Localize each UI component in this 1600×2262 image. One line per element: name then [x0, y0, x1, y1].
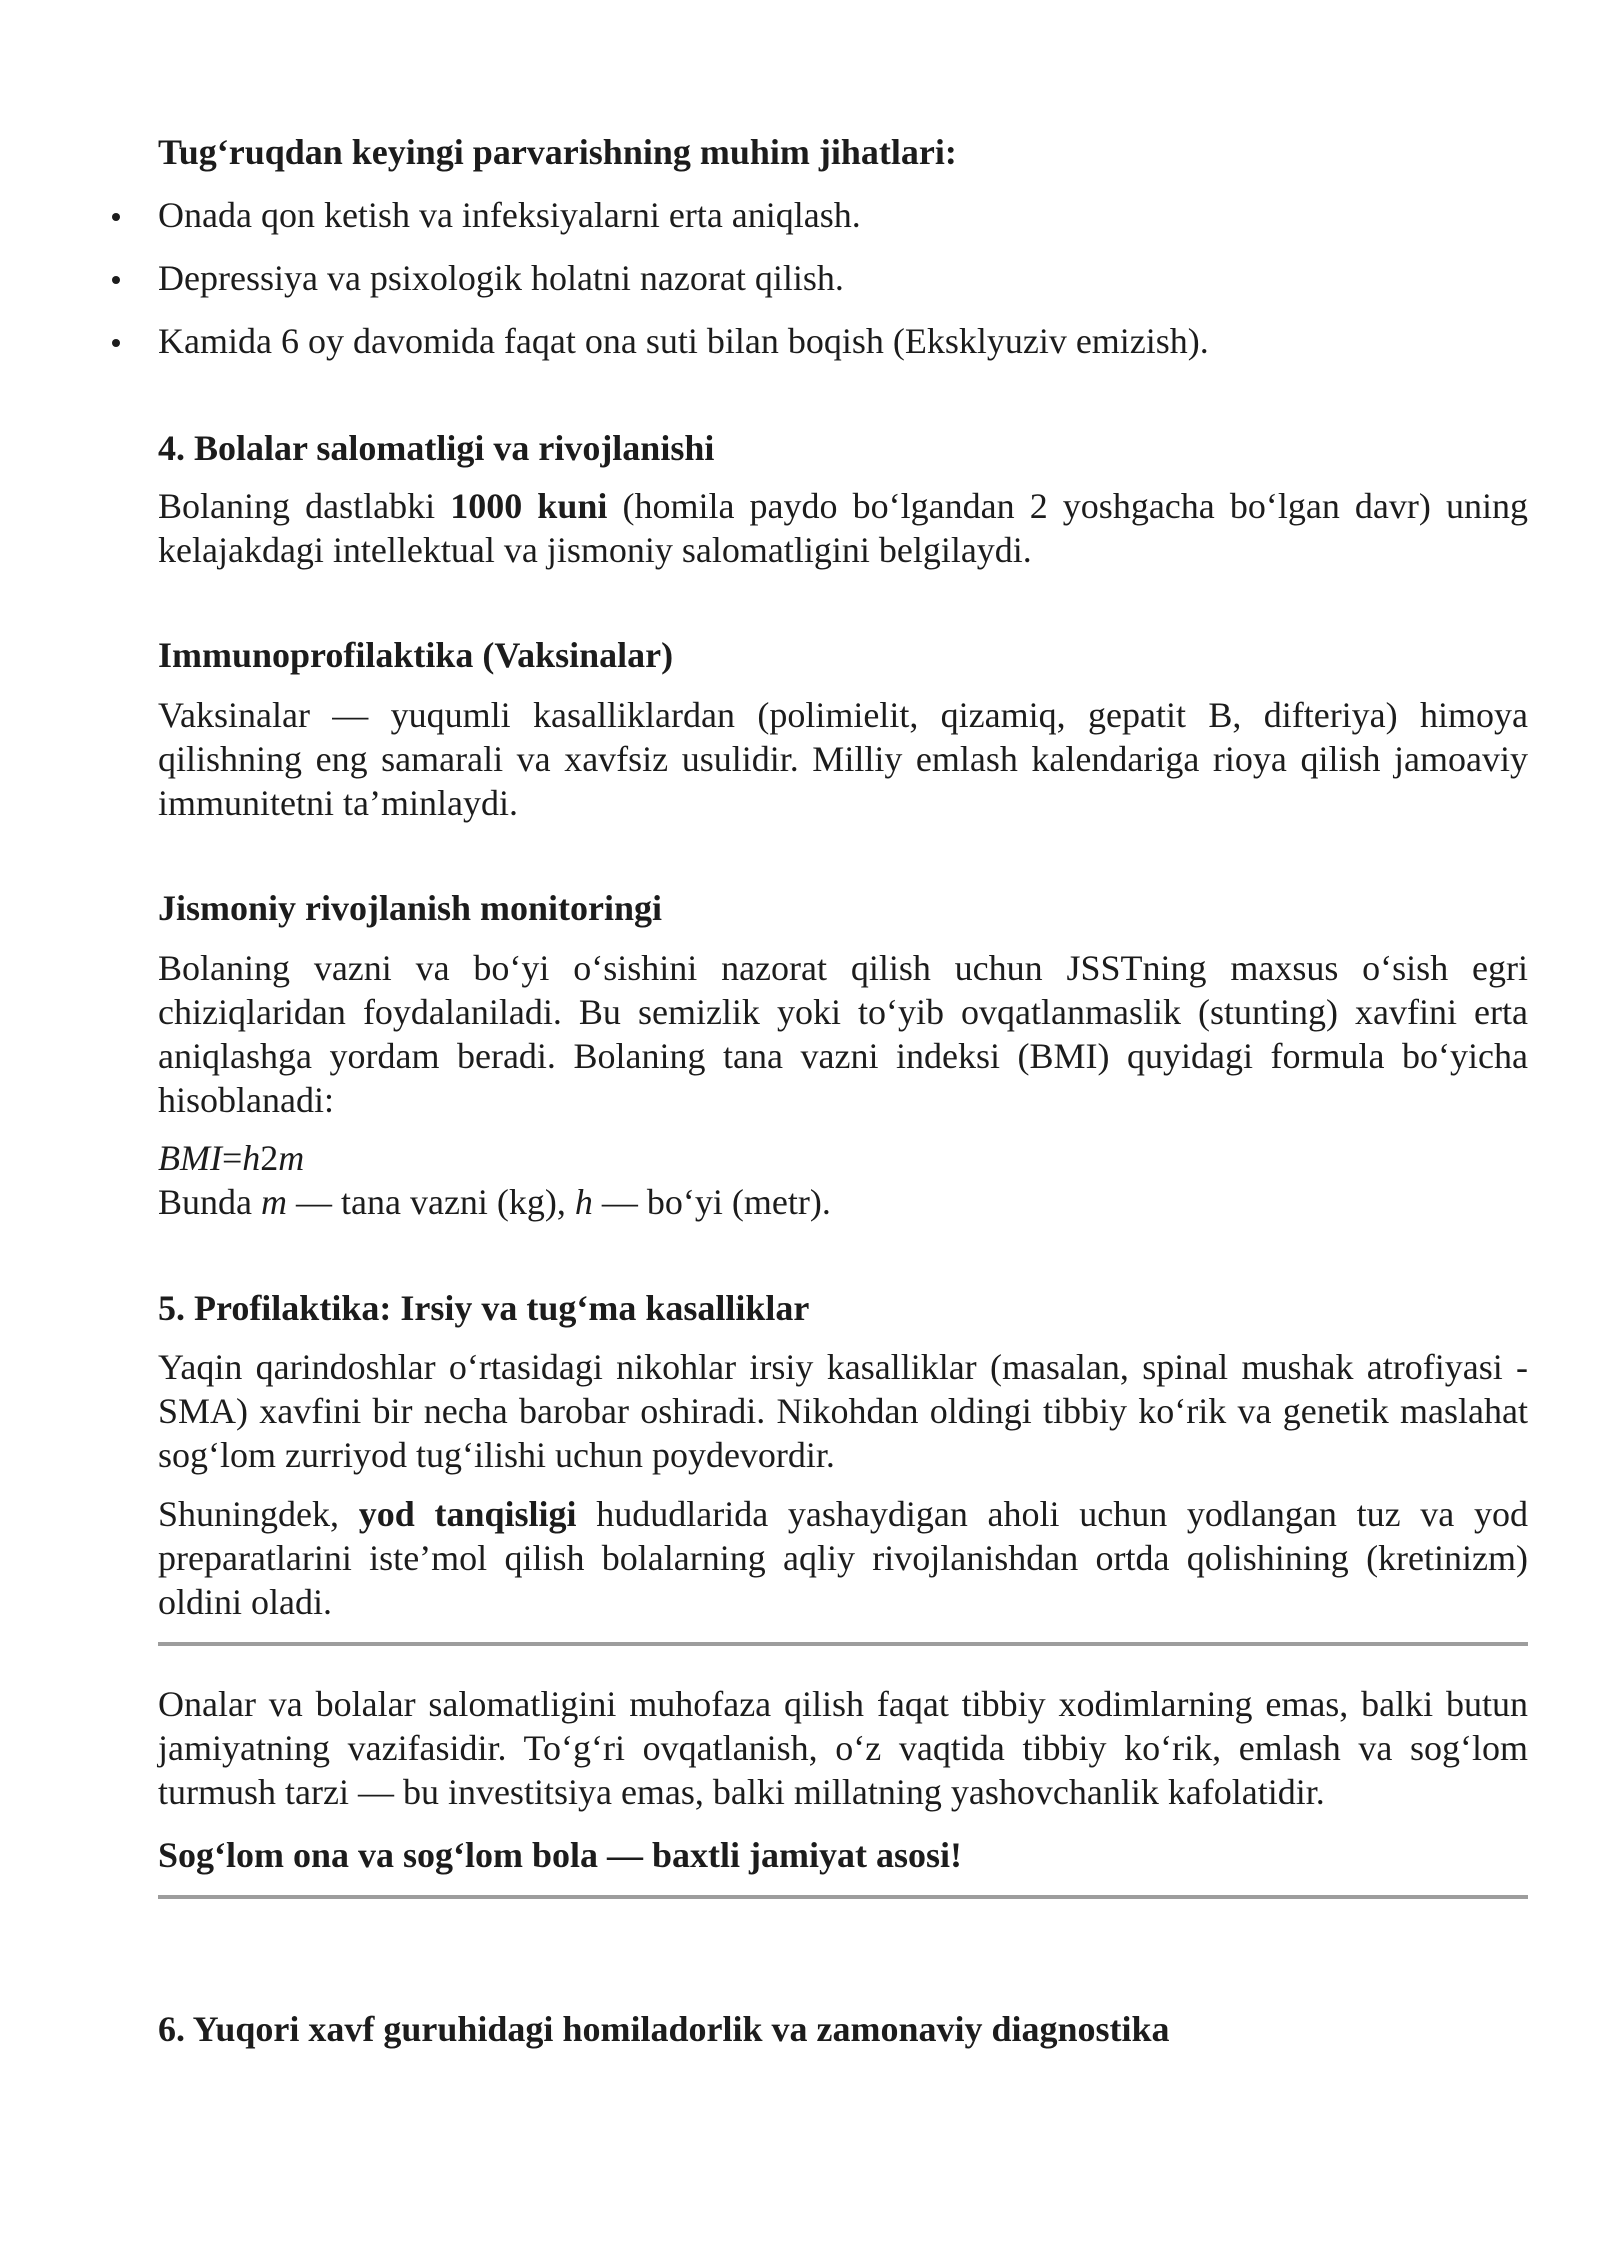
section-6-heading: 6. Yuqori xavf guruhidagi homiladorlik va zamonaviy diagnostika [158, 2009, 1170, 2049]
postnatal-list [158, 193, 1528, 363]
formula-h: h [242, 1138, 261, 1178]
vaccines-heading: Immunoprofilaktika (Vaksinalar) [158, 635, 674, 675]
conclusion-slogan: Sog‘lom ona va sog‘lom bola — baxtli jamiyat asosi! [158, 1835, 963, 1875]
list-item: Onada qon ketish va infeksiyalarni erta aniqlash. [158, 193, 1528, 237]
conclusion-paragraph: Onalar va bolalar salomatligini muhofaza qilish faqat tibbiy xodimlarning emas, balki butun jamiyatning vazifasidir. To‘g‘ri ovqatlanish, o‘z vaqtida tibbiy ko‘rik, emlash va sog‘lom turmush tarzi — bu investitsiya emas, balki millatning yashovchanlik kafolatidir. [158, 1684, 1528, 1812]
list-item: Depressiya va psixologik holatni nazorat qilish. [158, 256, 1528, 300]
legend-text: — bo‘yi (metr). [592, 1182, 831, 1222]
formula-lhs: BMI [158, 1138, 222, 1178]
intro-text: Bolaning dastlabki [158, 486, 451, 526]
paragraph-text: Shuningdek, [158, 1494, 359, 1534]
formula-exponent: 2 [260, 1138, 279, 1178]
growth-heading: Jismoniy rivojlanish monitoringi [158, 888, 663, 928]
section-5-paragraph-1: Yaqin qarindoshlar o‘rtasidagi nikohlar irsiy kasalliklar (masalan, spinal mushak atrofiyasi - SMA) xavfini bir necha barobar oshiradi. Nikohdan oldingi tibbiy ko‘rik va genetik maslahat sog‘lom zurriyod tug‘ilishi uchun poydevordir. [158, 1347, 1528, 1475]
section-4-intro [158, 484, 1528, 572]
legend-text: — tana vazni (kg), [287, 1182, 575, 1222]
section-5-heading: 5. Profilaktika: Irsiy va tug‘ma kasalliklar [158, 1288, 810, 1328]
horizontal-rule [158, 1895, 1528, 1899]
document-page [158, 130, 1528, 2051]
formula-m: m [278, 1138, 305, 1178]
vaccines-paragraph: Vaksinalar — yuqumli kasalliklardan (polimielit, qizamiq, gepatit B, difteriya) himoya qilishning eng samarali va xavfsiz usulidir. Milliy emlash kalendariga rioya qilish jamoaviy immunitetni ta’minlaydi. [158, 695, 1528, 823]
bmi-formula [158, 1136, 1528, 1180]
legend-var-m: m [261, 1182, 287, 1222]
legend-var-h: h [574, 1182, 593, 1222]
formula-equals: = [221, 1138, 243, 1178]
postnatal-heading: Tug‘ruqdan keyingi parvarishning muhim jihatlari: [158, 132, 957, 172]
intro-highlight: 1000 kuni [450, 486, 608, 526]
section-5-paragraph-2 [158, 1492, 1528, 1624]
paragraph-text: hududlarida yashaydigan aholi uchun yodlangan tuz va yod preparatlarini iste’mol qilish bolalarning aqliy rivojlanishdan ortda qolishining (kretinizm) oldini oladi. [158, 1494, 1528, 1622]
formula-legend [158, 1180, 1528, 1224]
paragraph-highlight: yod tanqisligi [358, 1494, 577, 1534]
list-item: Kamida 6 oy davomida faqat ona suti bilan boqish (Eksklyuziv emizish). [158, 319, 1528, 363]
legend-text: Bunda [158, 1182, 261, 1222]
intro-text: (homila paydo bo‘lgandan 2 yoshgacha bo‘lgan davr) uning kelajakdagi intellektual va jismoniy salomatligini belgilaydi. [158, 486, 1528, 570]
horizontal-rule [158, 1642, 1528, 1646]
growth-paragraph: Bolaning vazni va bo‘yi o‘sishini nazorat qilish uchun JSSTning maxsus o‘sish egri chiziqlaridan foydalaniladi. Bu semizlik yoki to‘yib ovqatlanmaslik (stunting) xavfini erta aniqlashga yordam beradi. Bolaning tana vazni indeksi (BMI) quyidagi formula bo‘yicha hisoblanadi: [158, 948, 1528, 1120]
section-4-heading: 4. Bolalar salomatligi va rivojlanishi [158, 428, 715, 468]
